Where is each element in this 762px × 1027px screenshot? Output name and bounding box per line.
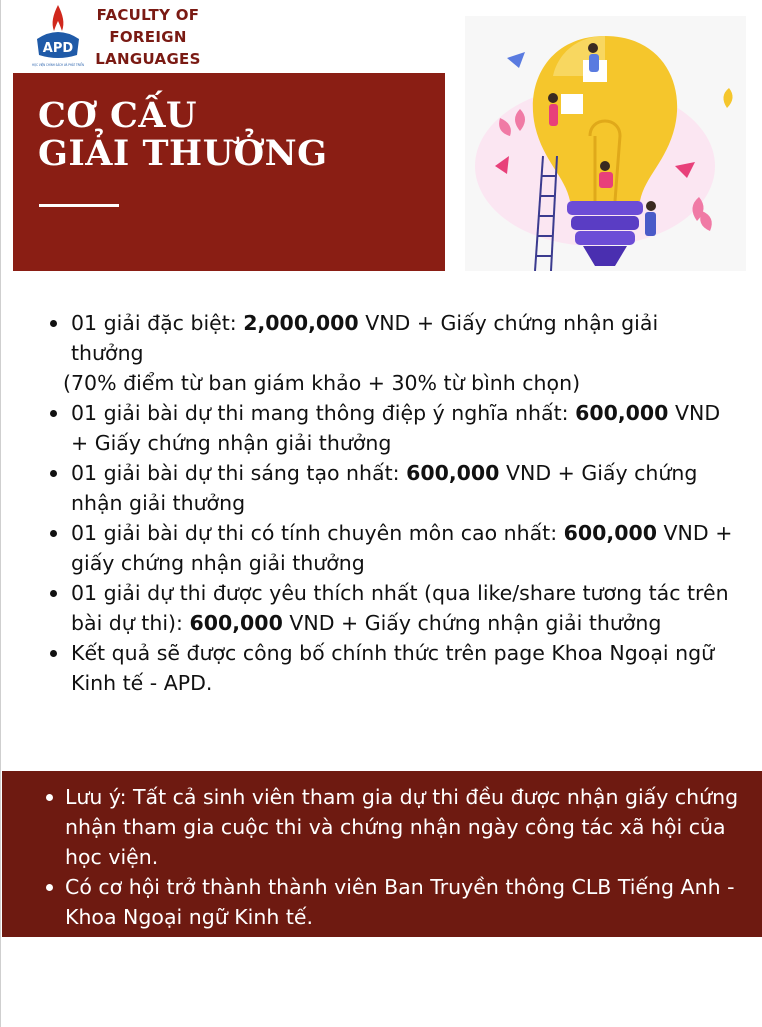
prize-item-special	[45, 308, 735, 398]
prize-text: VND + Giấy chứng nhận giải thưởng	[71, 461, 698, 515]
prize-note: (70% điểm từ ban giám khảo + 30% từ bình chọn)	[63, 371, 581, 395]
title-line: GIẢI THƯỞNG	[38, 133, 328, 174]
logo-text: APD	[42, 41, 74, 56]
prize-text: 01 giải đặc biệt:	[71, 311, 244, 335]
logo-caption: HỌC VIỆN CHÍNH SÁCH VÀ PHÁT TRIỂN	[32, 63, 89, 67]
results-announcement	[45, 638, 735, 698]
prize-text: Kết quả sẽ được công bố chính thức trên page Khoa Ngoại ngữ Kinh tế - APD.	[71, 641, 715, 695]
faculty-line: FOREIGN	[109, 28, 187, 46]
prize-list	[45, 308, 735, 698]
faculty-title	[87, 4, 209, 70]
faculty-line: LANGUAGES	[95, 50, 201, 68]
prize-item-creative	[45, 458, 735, 518]
prize-item-professional	[45, 518, 735, 578]
prize-amount: 600,000	[189, 611, 283, 635]
title-underline	[39, 204, 119, 207]
title-banner	[13, 73, 445, 271]
prize-amount: 600,000	[563, 521, 658, 545]
notes-box	[2, 771, 762, 937]
page-title	[38, 97, 327, 173]
apd-academy-logo	[27, 3, 89, 69]
prize-text: 01 giải bài dự thi sáng tạo nhất:	[71, 461, 407, 485]
faculty-line: FACULTY OF	[96, 6, 200, 24]
prize-amount: 2,000,000	[243, 311, 359, 335]
prize-item-meaningful	[45, 398, 735, 458]
prize-text: VND + giấy chứng nhận giải thưởng	[71, 521, 733, 575]
prize-text: 01 giải bài dự thi có tính chuyên môn cao nhất:	[71, 521, 564, 545]
prize-text: VND + Giấy chứng nhận giải thưởng	[282, 611, 662, 635]
prize-amount: 600,000	[406, 461, 500, 485]
prize-text: VND + Giấy chứng nhận giải thưởng	[71, 311, 659, 365]
note-item: Có cơ hội trở thành thành viên Ban Truyền thông CLB Tiếng Anh - Khoa Ngoại ngữ Kinh tế.	[44, 872, 744, 932]
prize-item-favorite	[45, 578, 735, 638]
lightbulb-teamwork-illustration	[465, 16, 746, 271]
prize-amount: 600,000	[575, 401, 669, 425]
title-line: CƠ CẤU	[38, 95, 198, 136]
prize-text: 01 giải bài dự thi mang thông điệp ý nghĩa nhất:	[71, 401, 576, 425]
note-item: Lưu ý: Tất cả sinh viên tham gia dự thi đều được nhận giấy chứng nhận tham gia cuộc thi và chứng nhận ngày công tác xã hội của học viện.	[44, 782, 744, 872]
notes-list	[44, 782, 744, 932]
prize-text: 01 giải dự thi được yêu thích nhất (qua like/share tương tác trên bài dự thi):	[71, 581, 729, 635]
prize-text: VND + Giấy chứng nhận giải thưởng	[71, 401, 721, 455]
